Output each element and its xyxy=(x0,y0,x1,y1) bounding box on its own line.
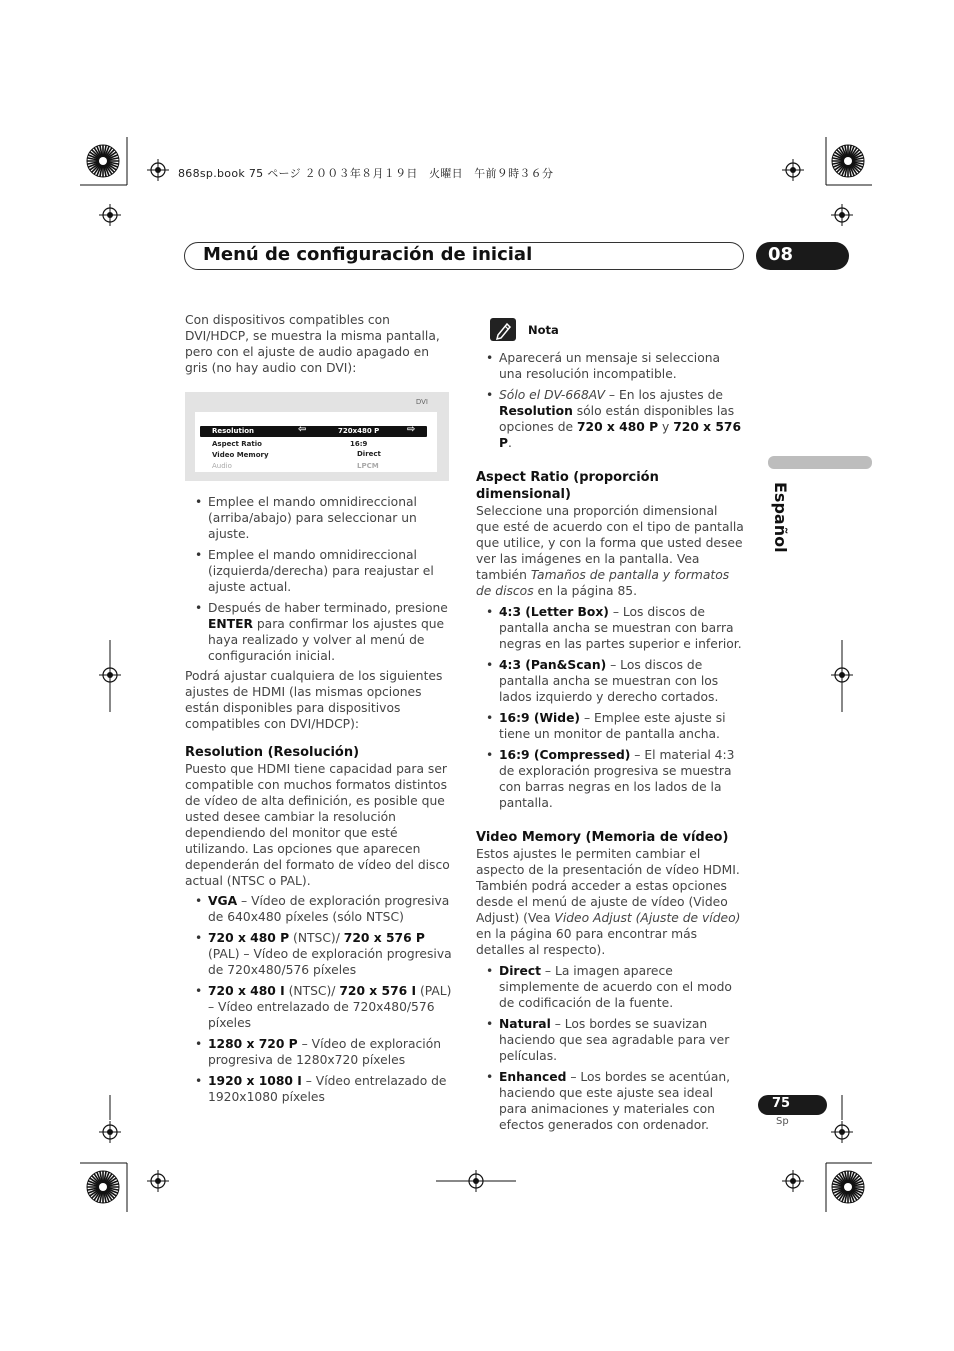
menu-row-label: Video Memory xyxy=(212,451,269,459)
setup-screen-illustration xyxy=(185,392,449,481)
text-run: . xyxy=(508,436,512,450)
option-name: 720 x 480 I xyxy=(208,984,285,998)
page-number: 75 xyxy=(772,1096,791,1111)
paragraph xyxy=(476,846,744,958)
text-run: (NTSC)/ xyxy=(284,984,340,998)
text-run: Estos ajustes le permiten cambiar el aspecto de la presentación de vídeo HDMI. También podrá acceder a estas opciones desde el menú de ajuste de vídeo (Video Adjust) (Vea xyxy=(476,847,740,925)
page-language-code: Sp xyxy=(776,1116,789,1127)
section-heading-resolution: Resolution (Resolución) xyxy=(185,745,360,760)
text-run: – Vídeo de exploración progresiva de 640x480 píxeles (sólo NTSC) xyxy=(208,894,450,924)
text-run: (NTSC)/ xyxy=(289,931,344,945)
option-name: Resolution xyxy=(499,404,573,418)
menu-row-value: 720x480 P xyxy=(338,427,380,435)
option-name: 1280 x 720 P xyxy=(208,1037,298,1051)
menu-row-label: Aspect Ratio xyxy=(212,440,262,448)
list-item xyxy=(476,963,744,1011)
text-run: – Los bordes se acentúan, haciendo que este ajuste sea ideal para animaciones y materiales con efectos generados con ordenador. xyxy=(499,1070,731,1132)
paragraph xyxy=(476,503,744,599)
text-run: – Los discos de pantalla ancha se muestran con los lados izquierdo y derecho cortados. xyxy=(499,658,719,704)
paragraph: Puesto que HDMI tiene capacidad para ser compatible con muchos formatos distintos de vídeo de alta definición, es posible que usted desee cambiar la resolución dependiendo del monitor que esté utilizando. Las opciones que aparecen dependerán del formato de vídeo del disco actual (NTSC o PAL). xyxy=(185,762,450,888)
menu-row-label: Resolution xyxy=(212,427,255,435)
right-column xyxy=(476,350,744,1133)
language-tab xyxy=(768,482,798,552)
option-name: VGA xyxy=(208,894,238,908)
language-label: Español xyxy=(771,482,790,553)
list-item xyxy=(476,657,744,705)
text-run: Tamaños de pantalla y formatos de discos xyxy=(476,568,730,598)
right-arrow-icon: ⇨ xyxy=(407,424,416,435)
option-name: Direct xyxy=(499,964,541,978)
menu-row-value: Direct xyxy=(357,450,381,458)
list-item xyxy=(476,710,744,742)
menu-row-value: 16:9 xyxy=(350,440,368,448)
list-item: • Emplee el mando omnidireccional (izquierda/derecha) para reajustar el ajuste actual. xyxy=(185,547,455,595)
screen-menu xyxy=(195,412,437,472)
text-run: Video Adjust (Ajuste de vídeo) xyxy=(554,911,741,925)
text-run: Después de haber terminado, presione xyxy=(208,601,448,615)
option-name: 720 x 576 P xyxy=(343,931,425,945)
menu-row-label-disabled: Audio xyxy=(212,462,232,470)
paragraph: Podrá ajustar cualquiera de los siguientes ajustes de HDMI (las mismas opciones están disponibles para dispositivos compatibles con DVI/HDCP): xyxy=(185,669,443,731)
option-name: Natural xyxy=(499,1017,551,1031)
list-item: • Emplee el mando omnidireccional (arriba/abajo) para seleccionar un ajuste. xyxy=(185,494,455,542)
text-run: – La imagen aparece simplemente de acuerdo con el modo de codificación de la fuente. xyxy=(499,964,732,1010)
text-run: – Los discos de pantalla ancha se muestran con barra negras en las partes superior e inferior. xyxy=(499,605,742,651)
list-item xyxy=(185,600,455,664)
option-name: 720 x 480 P xyxy=(208,931,290,945)
option-name: 4:3 (Pan&Scan) xyxy=(499,658,607,672)
note-pencil-icon xyxy=(490,318,516,341)
list-item xyxy=(185,930,455,978)
option-name: 16:9 (Wide) xyxy=(499,711,581,725)
option-name: 720 x 576 P xyxy=(499,420,742,450)
option-name: 1920 x 1080 I xyxy=(208,1074,302,1088)
text-run: – Vídeo de exploración progresiva de 1280x720 píxeles xyxy=(208,1037,442,1067)
text-run: en la página 85. xyxy=(533,584,638,598)
text-run: – En los ajustes de xyxy=(605,388,723,402)
text-run: en la página 60 para encontrar más detalles al respecto). xyxy=(476,927,698,957)
chapter-number: 08 xyxy=(768,244,794,265)
option-name: Enhanced xyxy=(499,1070,567,1084)
key-name: ENTER xyxy=(208,617,253,631)
print-file-info: 868sp.book 75 ページ ２００３年８月１９日 火曜日 午前９時３６分 xyxy=(178,167,554,180)
list-item xyxy=(185,1036,455,1068)
option-name: 720 x 576 I xyxy=(339,984,417,998)
list-item xyxy=(185,893,455,925)
section-heading-aspect-ratio: Aspect Ratio (proporción dimensional) xyxy=(476,470,659,502)
language-tab-bar xyxy=(768,456,872,469)
text-run: Seleccione una proporción dimensional que esté de acuerdo con el tipo de pantalla que utilice, y con la forma que usted desee ver las imágenes en la pantalla. Vea también xyxy=(476,504,744,582)
text-run: para confirmar los ajustes que haya realizado y volver al menú de configuración inicial. xyxy=(208,617,445,663)
text-run: (PAL) – Vídeo de exploración progresiva de 720x480/576 píxeles xyxy=(208,947,452,977)
page-title: Menú de configuración de inicial xyxy=(203,244,533,265)
list-item: • Aparecerá un mensaje si selecciona una resolución incompatible. xyxy=(476,350,744,382)
left-column xyxy=(185,494,455,1105)
screen-tag: DVI xyxy=(415,398,428,406)
text-run: y xyxy=(658,420,674,434)
intro-paragraph: Con dispositivos compatibles con DVI/HDCP, se muestra la misma pantalla, pero con el ajuste de audio apagado en gris (no hay audio con DVI): xyxy=(185,313,440,375)
page-number-badge xyxy=(758,1095,827,1115)
text-run: – Vídeo entrelazado de 1920x1080 píxeles xyxy=(208,1074,447,1104)
section-heading-video-memory: Video Memory (Memoria de vídeo) xyxy=(476,830,729,845)
list-item xyxy=(476,1069,744,1133)
option-name: 4:3 (Letter Box) xyxy=(499,605,609,619)
text-run: Sólo el DV-668AV xyxy=(499,388,606,402)
list-item xyxy=(476,387,744,451)
left-arrow-icon: ⇦ xyxy=(298,424,307,435)
list-item xyxy=(476,604,744,652)
text-run: – Emplee este ajuste si tiene un monitor de pantalla ancha. xyxy=(499,711,726,741)
list-item xyxy=(476,1016,744,1064)
menu-row-value-disabled: LPCM xyxy=(357,462,379,470)
list-item xyxy=(476,747,744,811)
list-item xyxy=(185,983,455,1031)
note-label: Nota xyxy=(528,323,559,337)
text-run: sólo están disponibles las opciones de xyxy=(499,404,735,434)
list-item xyxy=(185,1073,455,1105)
option-name: 720 x 480 P xyxy=(576,420,659,434)
left-intro xyxy=(185,312,453,376)
text-run: (PAL) – Vídeo entrelazado de 720x480/576 píxeles xyxy=(208,984,452,1030)
option-name: 16:9 (Compressed) xyxy=(499,748,631,762)
text-run: – El material 4:3 de exploración progresiva se muestra con barras negras en los lados de la pantalla. xyxy=(499,748,735,810)
text-run: – Los bordes se suavizan haciendo que sea agradable para ver películas. xyxy=(499,1017,730,1063)
